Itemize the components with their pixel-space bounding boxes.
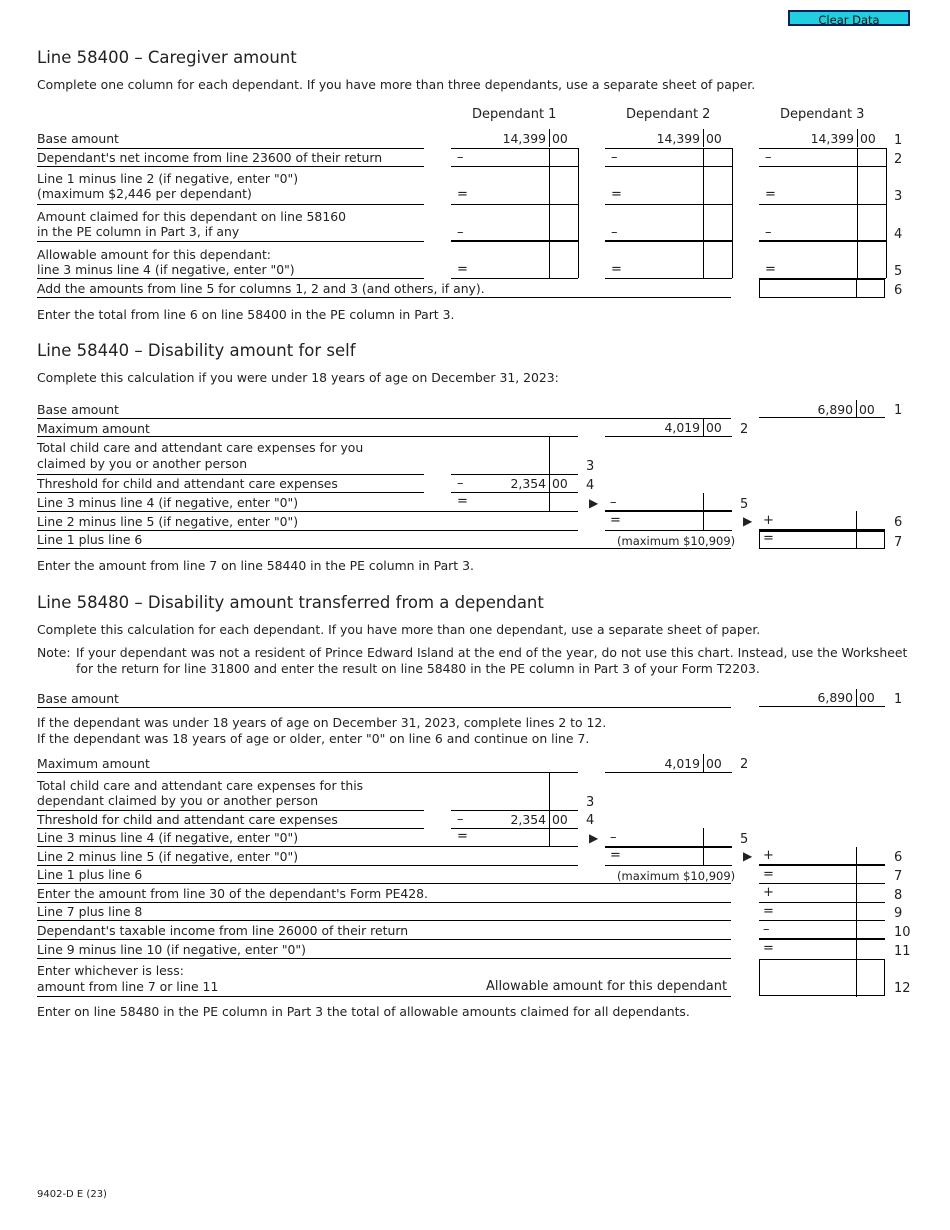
line-number: 8 [894, 888, 903, 903]
threshold-value: 2,354 [510, 812, 546, 827]
rule [37, 865, 578, 866]
note-text: If your dependant was not a resident of Prince Edward Island at the end of the year, do not use this chart. Instead, use the Worksheet [76, 645, 908, 660]
equals-operator: = [610, 848, 621, 863]
line-number: 6 [894, 850, 903, 865]
minus-operator: – [610, 830, 617, 845]
section-title-caregiver: Line 58400 – Caregiver amount [37, 48, 297, 67]
cents-divider [856, 689, 857, 706]
row-label: (maximum $2,446 per dependant) [37, 186, 252, 201]
row-label: Amount claimed for this dependant on line 58160 [37, 209, 346, 224]
line-number: 11 [894, 944, 911, 959]
column-edge [578, 241, 579, 278]
cents-divider [549, 148, 550, 166]
row-label: line 3 minus line 4 (if negative, enter "0") [37, 262, 295, 277]
column-header-dependant-3: Dependant 3 [780, 107, 865, 122]
rule [451, 278, 578, 279]
dependant-1-line-3-field[interactable] [451, 167, 549, 204]
line-7-total-field[interactable] [759, 531, 885, 549]
rule [37, 241, 424, 242]
cents-divider [703, 241, 704, 278]
cents-value: 00 [552, 476, 568, 491]
line-number: 1 [894, 403, 903, 418]
cents-divider [856, 400, 857, 417]
rule [37, 920, 731, 921]
base-amount-value: 14,399 [810, 131, 854, 146]
column-edge [886, 166, 887, 204]
line-7-amount-field[interactable] [759, 866, 856, 883]
row-label: Line 1 plus line 6 [37, 867, 143, 882]
rule [37, 474, 424, 475]
rule [605, 772, 732, 773]
cents-divider [549, 437, 550, 474]
plus-operator: + [763, 885, 774, 900]
minus-operator: – [611, 225, 618, 240]
maximum-note: (maximum $10,909) [617, 869, 736, 883]
column-edge [732, 241, 733, 278]
rule [37, 810, 424, 811]
dependant-1-line-5-field[interactable] [451, 242, 549, 278]
cents-divider [703, 828, 704, 846]
row-label: dependant claimed by you or another person [37, 793, 319, 808]
row-label: Threshold for child and attendant care expenses [37, 476, 338, 491]
rule [37, 148, 424, 149]
plus-operator: + [763, 513, 774, 528]
row-label: Allowable amount for this dependant: [37, 247, 271, 262]
cents-divider [703, 511, 704, 530]
minus-operator: – [611, 150, 618, 165]
line-11-amount-field[interactable] [759, 940, 856, 958]
line-9-amount-field[interactable] [759, 903, 856, 920]
equals-operator: = [763, 531, 774, 546]
equals-operator: = [765, 187, 776, 202]
rule [37, 828, 424, 829]
rule [37, 297, 731, 298]
dependant-1-line-4-field[interactable] [451, 205, 549, 241]
dependant-3-line-5-field[interactable] [759, 242, 857, 278]
minus-operator: – [610, 495, 617, 510]
section-intro: Complete this calculation if you were under 18 years of age on December 31, 2023: [37, 370, 559, 385]
line-8-amount-field[interactable] [759, 884, 856, 901]
line-number: 6 [894, 515, 903, 530]
plus-operator: + [763, 848, 774, 863]
cents-divider [856, 959, 857, 997]
line-number: 3 [586, 795, 595, 810]
line-10-amount-field[interactable] [759, 921, 856, 938]
equals-operator: = [457, 829, 468, 844]
cents-divider [703, 204, 704, 241]
rule [37, 939, 731, 940]
row-label: Base amount [37, 402, 119, 417]
equals-operator: = [457, 187, 468, 202]
row-label: Total child care and attendant care expenses for you [37, 440, 364, 455]
cents-divider [549, 129, 550, 147]
note-text: for the return for line 31800 and enter the result on line 58480 in the PE column in Part 3 of your Form T2203. [76, 661, 760, 676]
dependant-1-line-2-field[interactable] [451, 149, 549, 166]
rule [37, 902, 731, 903]
rule [37, 846, 578, 847]
line-number: 5 [740, 832, 749, 847]
row-label: Maximum amount [37, 421, 150, 436]
line-number: 2 [740, 757, 749, 772]
row-label: Dependant's net income from line 23600 of their return [37, 150, 383, 165]
base-amount-value: 14,399 [656, 131, 700, 146]
cents-value: 00 [859, 402, 875, 417]
line-12-allowable-amount-field[interactable] [759, 959, 885, 996]
cents-divider [703, 847, 704, 865]
maximum-note: (maximum $10,909) [617, 534, 736, 548]
minus-operator: – [763, 922, 770, 937]
base-amount-value: 6,890 [817, 402, 853, 417]
rule [37, 166, 424, 167]
line-number: 3 [894, 189, 903, 204]
dependant-3-line-2-field[interactable] [759, 149, 857, 166]
equals-operator: = [611, 262, 622, 277]
section-intro: Complete this calculation for each dependant. If you have more than one dependant, use a separate sheet of paper. [37, 622, 761, 637]
arrow-icon: ▶ [743, 514, 753, 528]
equals-operator: = [611, 187, 622, 202]
line-number: 12 [894, 981, 911, 996]
row-label: Line 2 minus line 5 (if negative, enter "0") [37, 849, 299, 864]
row-label: Enter the amount from line 30 of the dependant's Form PE428. [37, 886, 428, 901]
clear-data-button[interactable]: Clear Data [788, 10, 910, 26]
equals-operator: = [610, 513, 621, 528]
base-amount-value: 6,890 [817, 690, 853, 705]
cents-divider [703, 148, 704, 166]
minus-operator: – [457, 476, 464, 491]
row-label: claimed by you or another person [37, 456, 248, 471]
row-label: Threshold for child and attendant care expenses [37, 812, 338, 827]
rule [605, 846, 732, 848]
cents-divider [857, 129, 858, 147]
dependant-2-line-5-field[interactable] [605, 242, 703, 278]
minus-operator: – [457, 812, 464, 827]
line-number: 1 [894, 692, 903, 707]
arrow-icon: ▶ [743, 849, 753, 863]
row-label: amount from line 7 or line 11 [37, 979, 219, 994]
maximum-amount-value: 4,019 [664, 420, 700, 435]
column-edge [578, 148, 579, 166]
row-label: Line 3 minus line 4 (if negative, enter "0") [37, 495, 299, 510]
cents-divider [703, 418, 704, 436]
line-number: 7 [894, 869, 903, 884]
cents-divider [549, 166, 550, 204]
equals-operator: = [763, 867, 774, 882]
rule [37, 511, 578, 512]
cents-value: 00 [552, 812, 568, 827]
rule [37, 492, 424, 493]
cents-divider [703, 129, 704, 147]
line-6-total-field[interactable] [759, 279, 885, 298]
section-title-disability-transferred: Line 58480 – Disability amount transferred from a dependant [37, 593, 544, 612]
cents-value: 00 [706, 131, 722, 146]
base-amount-value: 14,399 [502, 131, 546, 146]
column-edge [886, 204, 887, 241]
cents-divider [549, 828, 550, 846]
row-label: Enter whichever is less: [37, 963, 184, 978]
equals-operator: = [763, 904, 774, 919]
row-label: Line 1 minus line 2 (if negative, enter "0") [37, 171, 299, 186]
rule [605, 278, 732, 279]
section-note: Enter the total from line 6 on line 58400 in the PE column in Part 3. [37, 307, 455, 322]
equals-operator: = [457, 494, 468, 509]
row-label: Line 1 plus line 6 [37, 532, 143, 547]
cents-divider [703, 754, 704, 772]
row-label: Dependant's taxable income from line 26000 of their return [37, 923, 409, 938]
equals-operator: = [763, 941, 774, 956]
dependant-2-line-2-field[interactable] [605, 149, 703, 166]
row-label: Line 7 plus line 8 [37, 904, 143, 919]
dependant-3-line-4-field[interactable] [759, 205, 857, 241]
line-number: 4 [586, 478, 595, 493]
rule [605, 865, 732, 866]
cents-divider [703, 493, 704, 511]
form-code: 9402-D E (23) [37, 1189, 107, 1200]
section-title-disability-self: Line 58440 – Disability amount for self [37, 341, 356, 360]
minus-operator: – [765, 225, 772, 240]
minus-operator: – [457, 225, 464, 240]
rule [759, 417, 885, 418]
cents-value: 00 [552, 131, 568, 146]
cents-divider [857, 241, 858, 278]
column-header-dependant-2: Dependant 2 [626, 107, 711, 122]
rule [37, 772, 578, 773]
column-edge [732, 204, 733, 241]
cents-divider [857, 166, 858, 204]
rule [451, 474, 578, 475]
line-number: 3 [586, 459, 595, 474]
cents-divider [703, 166, 704, 204]
line-number: 4 [894, 227, 903, 242]
row-label: Maximum amount [37, 756, 150, 771]
section-note: Enter on line 58480 in the PE column in Part 3 the total of allowable amounts claimed for all dependants. [37, 1004, 690, 1019]
line-number: 2 [740, 422, 749, 437]
cents-divider [857, 204, 858, 241]
line-number: 4 [586, 813, 595, 828]
cents-divider [549, 492, 550, 511]
condition-text: If the dependant was 18 years of age or older, enter "0" on line 6 and continue on line 7. [37, 731, 590, 746]
column-edge [886, 241, 887, 278]
rule [451, 492, 578, 493]
equals-operator: = [765, 262, 776, 277]
column-edge [732, 166, 733, 204]
section-intro: Complete one column for each dependant. If you have more than three dependants, use a separate sheet of paper. [37, 77, 756, 92]
rule [37, 707, 731, 708]
dependant-2-line-3-field[interactable] [605, 167, 703, 204]
line-number: 6 [894, 283, 903, 298]
dependant-3-line-3-field[interactable] [759, 167, 857, 204]
cents-divider [549, 773, 550, 810]
cents-divider [856, 511, 857, 530]
rule [37, 278, 424, 279]
rule [451, 828, 578, 829]
rule [605, 510, 732, 512]
cents-divider [549, 474, 550, 492]
arrow-icon: ▶ [589, 831, 599, 845]
row-label: Total child care and attendant care expenses for this [37, 778, 364, 793]
equals-operator: = [457, 262, 468, 277]
line-number: 2 [894, 152, 903, 167]
dependant-2-line-4-field[interactable] [605, 205, 703, 241]
cents-value: 00 [859, 690, 875, 705]
line-number: 10 [894, 925, 911, 940]
section-note: Enter the amount from line 7 on line 58440 in the PE column in Part 3. [37, 558, 474, 573]
allowable-amount-label: Allowable amount for this dependant [486, 979, 728, 994]
row-label: Line 9 minus line 10 (if negative, enter "0") [37, 942, 306, 957]
line-number: 1 [894, 133, 903, 148]
line-number: 5 [894, 264, 903, 279]
row-label: Add the amounts from line 5 for columns 1, 2 and 3 (and others, if any). [37, 281, 485, 296]
row-label: in the PE column in Part 3, if any [37, 224, 240, 239]
threshold-value: 2,354 [510, 476, 546, 491]
rule [37, 958, 731, 959]
cents-value: 00 [706, 420, 722, 435]
line-number: 9 [894, 906, 903, 921]
column-edge [578, 204, 579, 241]
cents-divider [856, 531, 857, 549]
cents-value: 00 [706, 756, 722, 771]
cents-divider [549, 204, 550, 241]
arrow-icon: ▶ [589, 496, 599, 510]
cents-value: 00 [860, 131, 876, 146]
minus-operator: – [765, 150, 772, 165]
row-label: Base amount [37, 691, 119, 706]
row-label: Base amount [37, 131, 119, 146]
rule [37, 530, 578, 531]
column-header-dependant-1: Dependant 1 [472, 107, 557, 122]
rule [37, 204, 424, 205]
rule [451, 810, 578, 811]
rule [759, 706, 885, 707]
line-number: 5 [740, 497, 749, 512]
cents-divider [549, 810, 550, 828]
cents-divider [856, 279, 857, 298]
note-label: Note: [37, 645, 71, 660]
rule [37, 996, 731, 997]
rule [605, 530, 732, 531]
rule [605, 436, 732, 437]
row-label: Line 3 minus line 4 (if negative, enter "0") [37, 830, 299, 845]
column-edge [886, 148, 887, 166]
line-number: 7 [894, 535, 903, 550]
rule [37, 418, 731, 419]
row-label: Line 2 minus line 5 (if negative, enter "0") [37, 514, 299, 529]
rule [37, 436, 578, 437]
condition-text: If the dependant was under 18 years of age on December 31, 2023, complete lines 2 to 12. [37, 715, 607, 730]
cents-divider [549, 241, 550, 278]
minus-operator: – [457, 150, 464, 165]
column-edge [732, 148, 733, 166]
column-edge [578, 166, 579, 204]
maximum-amount-value: 4,019 [664, 756, 700, 771]
cents-divider [857, 148, 858, 166]
